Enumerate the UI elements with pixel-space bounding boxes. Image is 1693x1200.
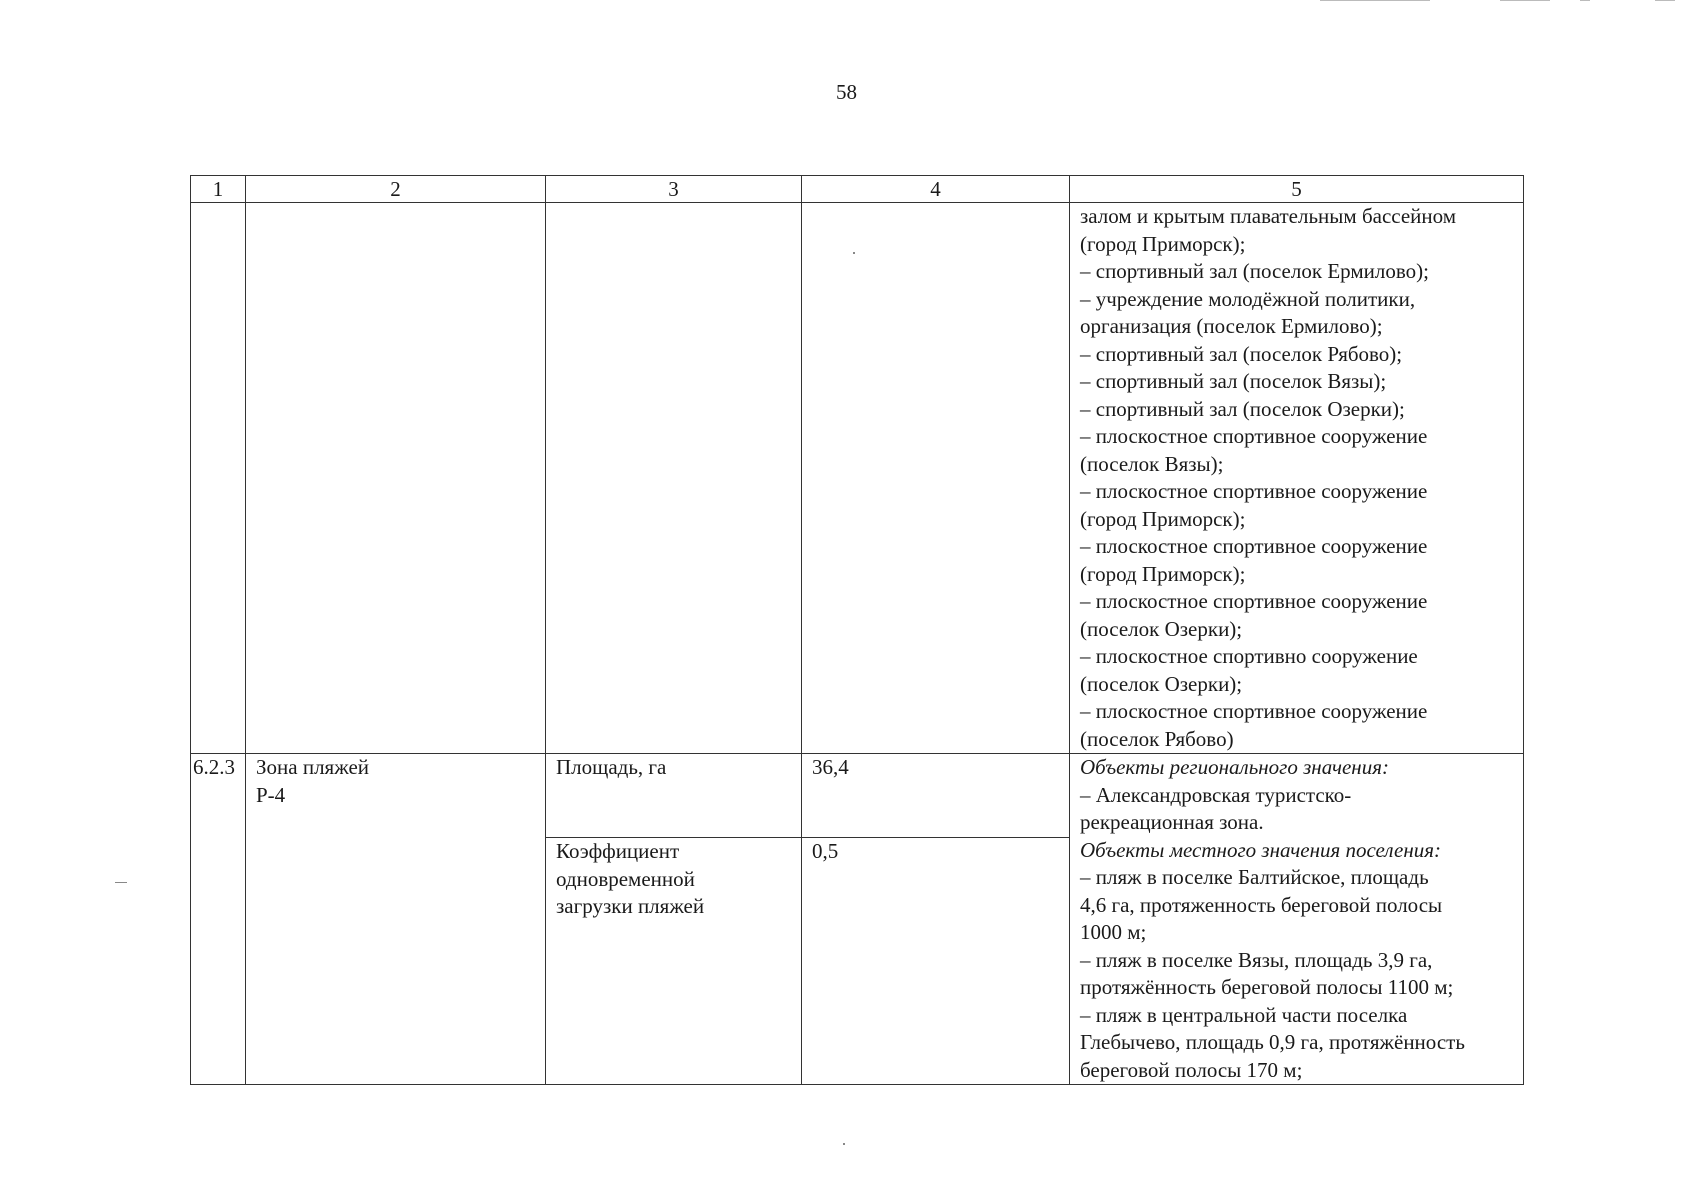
header-cell-5: 5	[1070, 176, 1524, 203]
object-line: (город Приморск);	[1080, 561, 1246, 586]
param-area-value: 36,4	[812, 755, 849, 779]
param-load-name: Коэффициент	[556, 839, 680, 864]
header-cell-4: 4	[802, 176, 1070, 203]
object-line: береговой полосы 170 м;	[1080, 1057, 1303, 1082]
object-line: (поселок Рябово)	[1080, 726, 1234, 751]
object-line: – плоскостное спортивное сооружение	[1080, 479, 1428, 503]
param-load-name: загрузки пляжей	[556, 894, 705, 919]
object-line: (город Приморск);	[1080, 231, 1246, 256]
object-line: – спортивный зал (поселок Вязы);	[1080, 369, 1387, 393]
scan-edge-mark	[1500, 0, 1550, 1]
object-line: – учреждение молодёжной политики,	[1080, 286, 1416, 311]
object-line: – пляж в центральной части поселка	[1080, 1002, 1408, 1027]
zone-code: Р-4	[256, 782, 286, 807]
zone-name-cell	[246, 754, 546, 1085]
object-line: рекреационная зона.	[1080, 810, 1264, 834]
scan-dot	[843, 1143, 845, 1145]
object-line: организация (поселок Ермилово);	[1080, 314, 1383, 338]
scan-edge-mark	[1580, 0, 1590, 1]
header-cell-2: 2	[246, 176, 546, 203]
object-line: – плоскостное спортивно сооружение	[1080, 644, 1418, 668]
object-line: 4,6 га, протяженность береговой полосы	[1080, 892, 1443, 917]
object-line: – пляж в поселке Балтийское, площадь	[1080, 865, 1429, 889]
zone-number-cell	[191, 754, 246, 1085]
header-row	[191, 176, 1524, 203]
local-objects-heading: Объекты местного значения поселения:	[1080, 837, 1442, 862]
regional-objects-heading: Объекты регионального значения:	[1080, 755, 1389, 779]
object-line: – спортивный зал (поселок Рябово);	[1080, 341, 1403, 366]
object-line: – спортивный зал (поселок Ермилово);	[1080, 259, 1429, 283]
zone-row-first	[191, 754, 1524, 838]
object-line: протяжённость береговой полосы 1100 м;	[1080, 975, 1454, 999]
param-area-name: Площадь, га	[556, 755, 667, 779]
continuation-cell-2	[246, 203, 546, 754]
param-name-cell	[546, 838, 802, 1085]
zone-number: 6.2.3	[193, 755, 235, 779]
object-line: – плоскостное спортивное сооружение	[1080, 699, 1428, 723]
header-cell-1: 1	[191, 176, 246, 203]
continuation-cell-4	[802, 203, 1070, 754]
param-name-cell	[546, 754, 802, 838]
object-line: Глебычево, площадь 0,9 га, протяжённость	[1080, 1030, 1465, 1054]
object-line: (город Приморск);	[1080, 506, 1246, 531]
object-line: – плоскостное спортивное сооружение	[1080, 589, 1428, 613]
zone-name: Зона пляжей	[256, 755, 369, 779]
continuation-row	[191, 203, 1524, 754]
param-value-cell	[802, 838, 1070, 1085]
object-line: 1000 м;	[1080, 920, 1147, 944]
object-line: – спортивный зал (поселок Озерки);	[1080, 396, 1405, 421]
scan-edge-mark	[1320, 0, 1430, 1]
object-line: – пляж в поселке Вязы, площадь 3,9 га,	[1080, 947, 1433, 972]
object-line: – плоскостное спортивное сооружение	[1080, 534, 1428, 558]
scan-edge-mark	[1655, 0, 1675, 1]
object-line: (поселок Вязы);	[1080, 451, 1224, 476]
scan-dot	[115, 882, 127, 883]
object-line: залом и крытым плавательным бассейном	[1080, 204, 1457, 228]
object-line: (поселок Озерки);	[1080, 671, 1243, 696]
zones-table	[190, 175, 1524, 1085]
param-load-value: 0,5	[812, 839, 839, 864]
continuation-cell-3	[546, 203, 802, 754]
page-number: 58	[836, 80, 857, 104]
object-line: – Александровская туристско-	[1080, 782, 1352, 807]
object-line: (поселок Озерки);	[1080, 616, 1243, 641]
continuation-objects-cell	[1070, 203, 1524, 754]
object-line: – плоскостное спортивное сооружение	[1080, 424, 1428, 448]
param-value-cell	[802, 754, 1070, 838]
param-load-name: одновременной	[556, 866, 695, 891]
zone-objects-cell	[1070, 754, 1524, 1085]
header-cell-3: 3	[546, 176, 802, 203]
continuation-cell-1	[191, 203, 246, 754]
